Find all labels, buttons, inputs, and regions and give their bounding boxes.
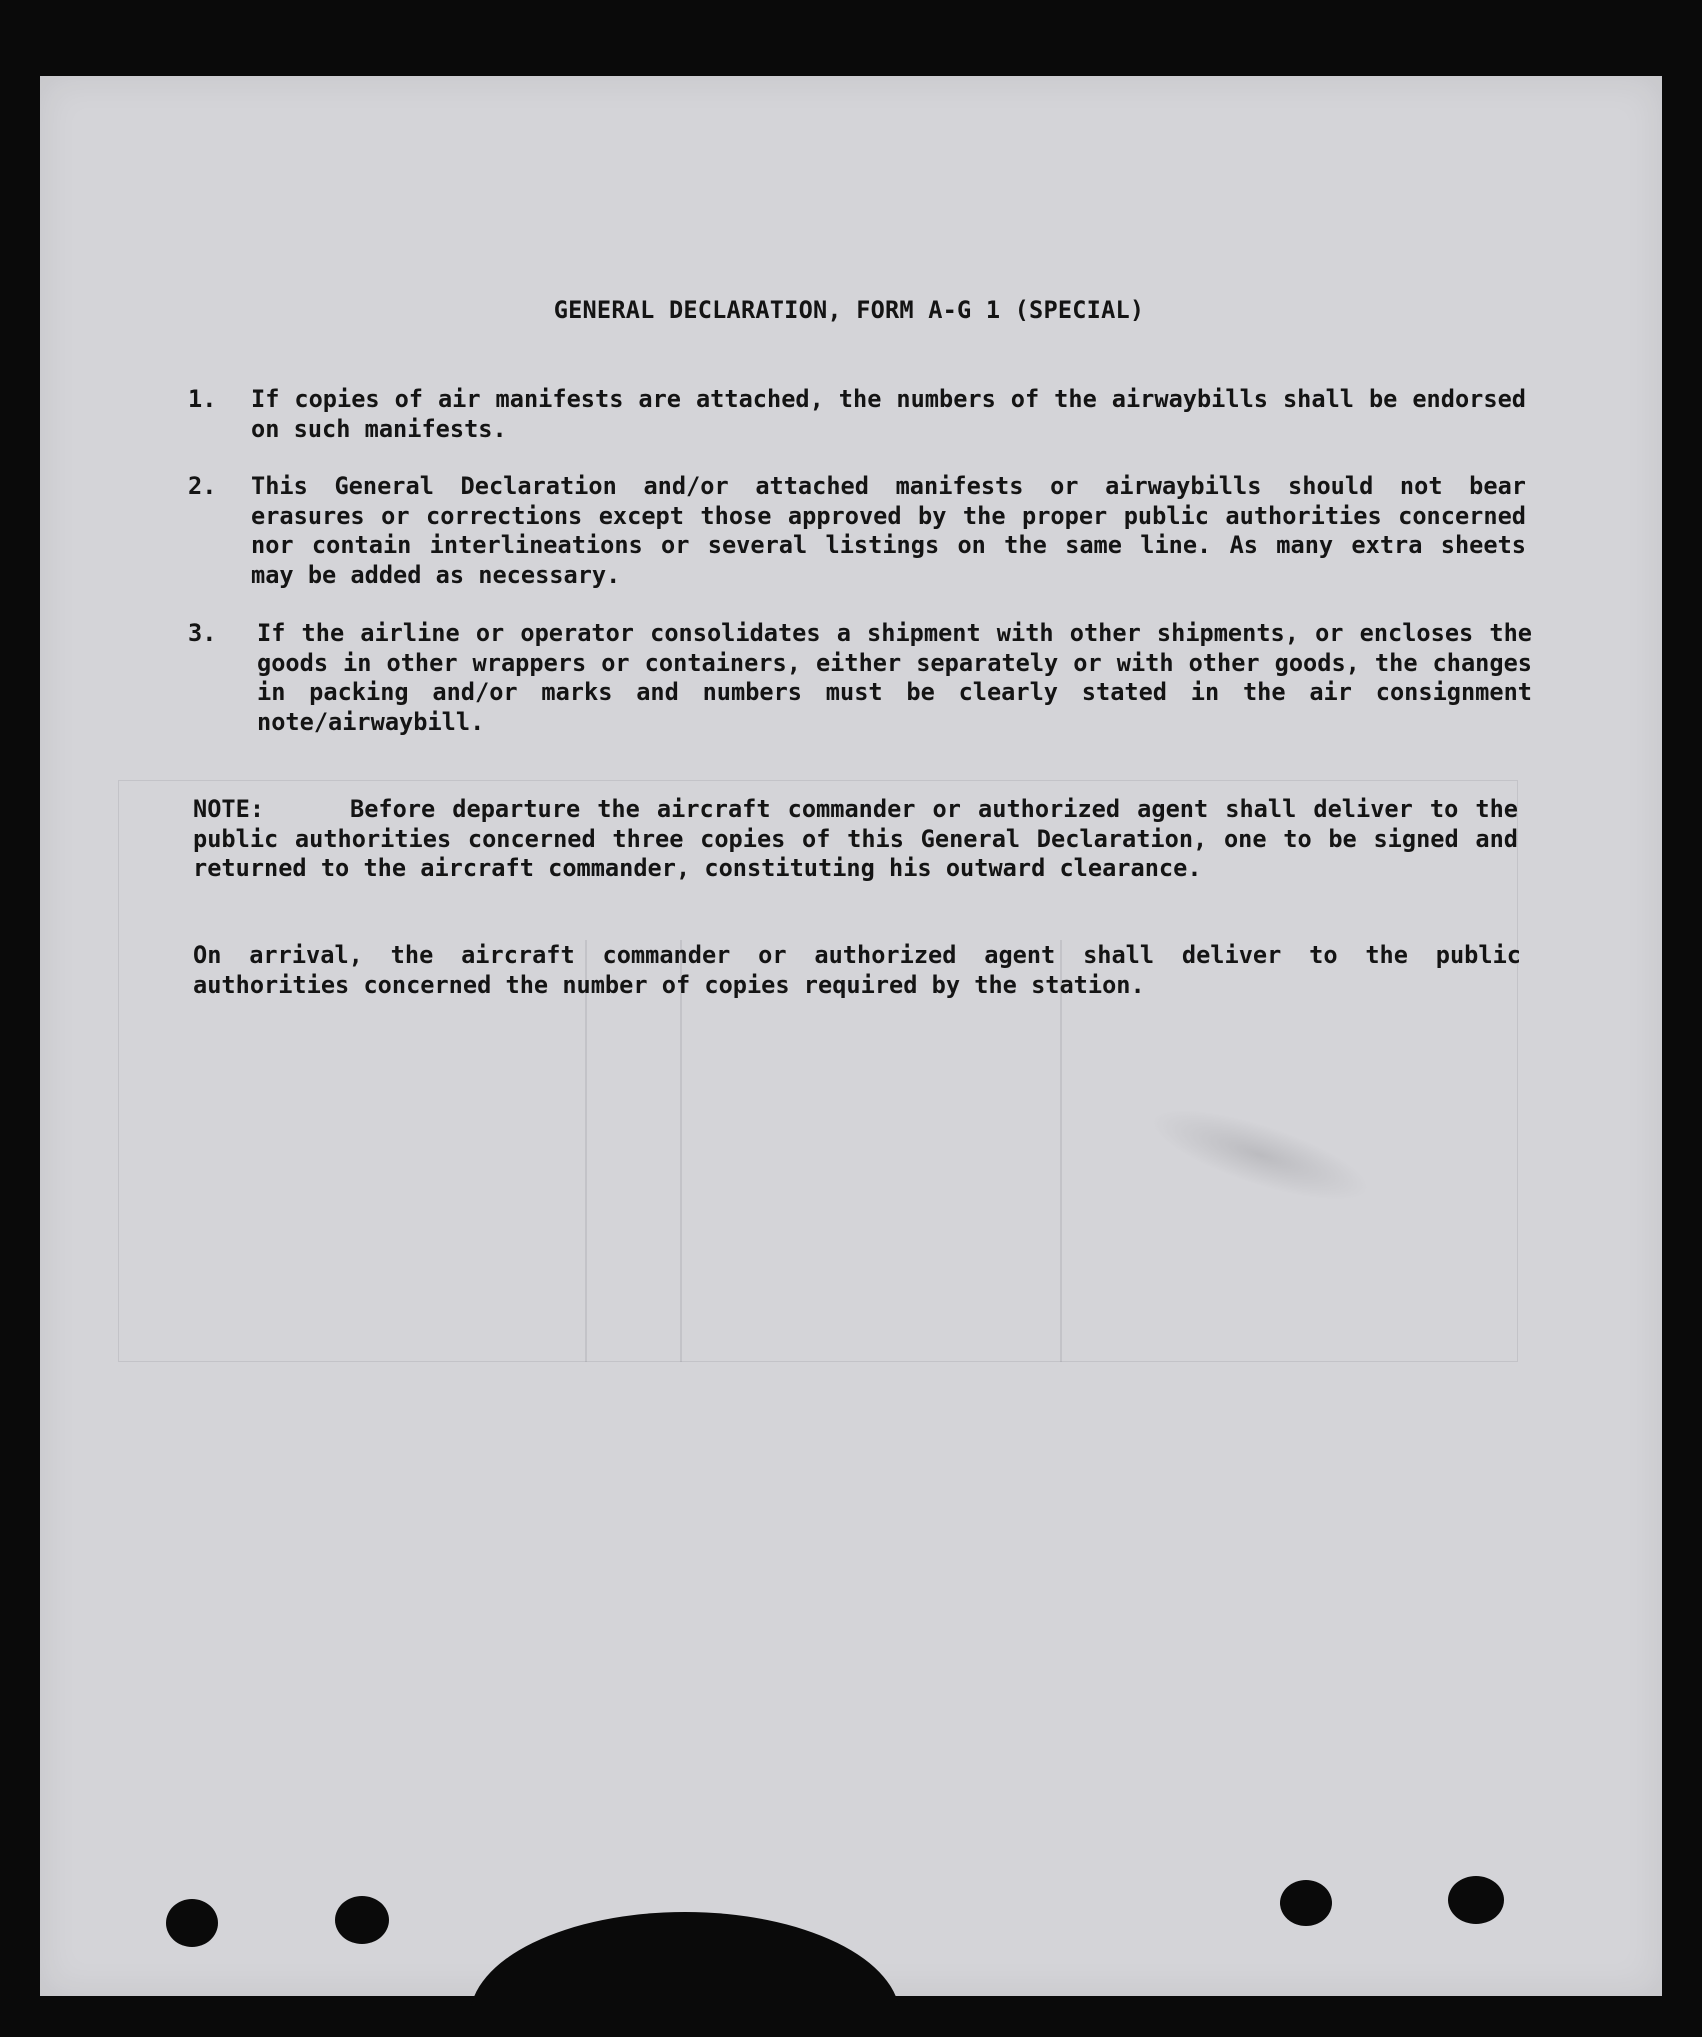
arrival-paragraph: On arrival, the aircraft commander or authorized agent shall deliver to the public authorities concerned the number of copies required by the station. — [193, 941, 1521, 999]
item-number: 1. — [188, 385, 217, 413]
document-title — [0, 296, 1702, 326]
punch-hole — [335, 1896, 389, 1944]
note-label: NOTE: — [193, 795, 265, 823]
document-title-text: GENERAL DECLARATION, FORM A-G 1 (SPECIAL) — [553, 296, 1145, 324]
punch-hole — [1448, 1876, 1504, 1924]
item-text: If the airline or operator consolidates a shipment with other shipments, or encloses the goods in other wrappers or containers, either separately or with other goods, the changes in packing and/or marks and numbers must be clearly stated in the air consignment note/airwaybill. — [257, 619, 1532, 736]
item-text: If copies of air manifests are attached, the numbers of the airwaybills shall be endorsed on such manifests. — [251, 385, 1526, 443]
item-text: This General Declaration and/or attached manifests or airwaybills should not bear erasures or corrections except those approved by the proper public authorities concerned nor contain interlineations or several listings on the same line. As many extra sheets may be added as necessary. — [251, 472, 1526, 589]
item-number: 2. — [188, 472, 217, 500]
punch-hole — [1280, 1880, 1332, 1926]
note-paragraph — [193, 795, 1518, 884]
note-text: Before departure the aircraft commander or authorized agent shall deliver to the public authorities concerned three copies of this General Declaration, one to be signed and returned to the aircraft commander, constituting his outward clearance. — [193, 795, 1518, 882]
punch-hole — [166, 1899, 218, 1947]
item-number: 3. — [188, 619, 217, 647]
